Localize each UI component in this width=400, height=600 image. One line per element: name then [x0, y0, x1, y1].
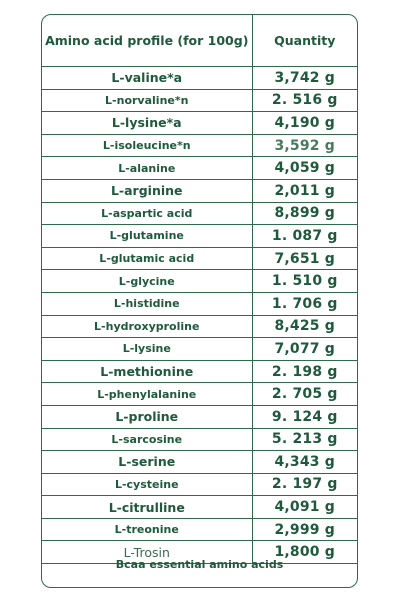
- table-row: [42, 202, 357, 225]
- amino-acid-name: L-histidine: [42, 292, 252, 315]
- amino-acid-quantity: 3,742 g: [252, 67, 357, 90]
- amino-acid-quantity: 2. 198 g: [252, 360, 357, 383]
- amino-acid-quantity: 2. 705 g: [252, 383, 357, 406]
- amino-acid-name: L-Trosin: [42, 541, 252, 564]
- amino-acid-name: L-norvaline*n: [42, 89, 252, 112]
- amino-acid-name: L-glutamic acid: [42, 247, 252, 270]
- amino-acid-name: L-aspartic acid: [42, 202, 252, 225]
- amino-acid-quantity: 2. 197 g: [252, 473, 357, 496]
- table-row: [42, 89, 357, 112]
- amino-acid-quantity: 5. 213 g: [252, 428, 357, 451]
- amino-acid-name: L-cysteine: [42, 473, 252, 496]
- amino-acid-name: L-valine*a: [42, 67, 252, 90]
- table-row: [42, 451, 357, 474]
- amino-acid-quantity: 7,651 g: [252, 247, 357, 270]
- footnote: Bcaa essential amino acids: [115, 558, 284, 571]
- column-header-quantity: Quantity: [252, 15, 357, 67]
- table-row: [42, 270, 357, 293]
- table-row: [42, 496, 357, 519]
- amino-acid-quantity: 8,425 g: [252, 315, 357, 338]
- amino-acid-quantity: 8,899 g: [252, 202, 357, 225]
- amino-acid-quantity: 1. 510 g: [252, 270, 357, 293]
- amino-acid-table: [42, 15, 357, 564]
- table-row: [42, 360, 357, 383]
- amino-acid-name: L-lysine: [42, 338, 252, 361]
- amino-acid-card: [41, 14, 358, 588]
- amino-acid-name: L-lysine*a: [42, 112, 252, 135]
- table-row: [42, 179, 357, 202]
- table-row: [42, 134, 357, 157]
- amino-acid-name: L-treonine: [42, 518, 252, 541]
- amino-acid-quantity: 4,343 g: [252, 451, 357, 474]
- amino-acid-name: L-arginine: [42, 179, 252, 202]
- amino-acid-quantity: 3,592 g: [252, 134, 357, 157]
- table-row: [42, 428, 357, 451]
- amino-acid-name: L-serine: [42, 451, 252, 474]
- amino-acid-name: L-methionine: [42, 360, 252, 383]
- table-row: [42, 518, 357, 541]
- amino-acid-quantity: 2,999 g: [252, 518, 357, 541]
- amino-acid-name: L-citrulline: [42, 496, 252, 519]
- table-row: [42, 383, 357, 406]
- amino-acid-name: L-alanine: [42, 157, 252, 180]
- amino-acid-quantity: 1. 087 g: [252, 225, 357, 248]
- amino-acid-name: L-isoleucine*n: [42, 134, 252, 157]
- amino-acid-name: L-phenylalanine: [42, 383, 252, 406]
- table-header-row: [42, 15, 357, 67]
- table-row: [42, 405, 357, 428]
- amino-acid-quantity: 2,011 g: [252, 179, 357, 202]
- amino-acid-name: L-glutamine: [42, 225, 252, 248]
- amino-acid-quantity: 4,091 g: [252, 496, 357, 519]
- amino-acid-name: L-sarcosine: [42, 428, 252, 451]
- amino-acid-quantity: 4,190 g: [252, 112, 357, 135]
- amino-acid-quantity: 7,077 g: [252, 338, 357, 361]
- amino-acid-name: L-hydroxyproline: [42, 315, 252, 338]
- table-row: [42, 112, 357, 135]
- table-row: [42, 67, 357, 90]
- column-header-amino-acid: Amino acid profile (for 100g): [42, 15, 252, 67]
- amino-acid-quantity: 4,059 g: [252, 157, 357, 180]
- amino-acid-quantity: 1,800 g: [252, 541, 357, 564]
- table-row: [42, 315, 357, 338]
- table-row: [42, 157, 357, 180]
- table-row: [42, 338, 357, 361]
- amino-acid-name: L-proline: [42, 405, 252, 428]
- amino-acid-quantity: 1. 706 g: [252, 292, 357, 315]
- table-row: [42, 225, 357, 248]
- table-row: [42, 247, 357, 270]
- table-row: [42, 292, 357, 315]
- amino-acid-name: L-glycine: [42, 270, 252, 293]
- amino-acid-quantity: 2. 516 g: [252, 89, 357, 112]
- table-row: [42, 473, 357, 496]
- amino-acid-quantity: 9. 124 g: [252, 405, 357, 428]
